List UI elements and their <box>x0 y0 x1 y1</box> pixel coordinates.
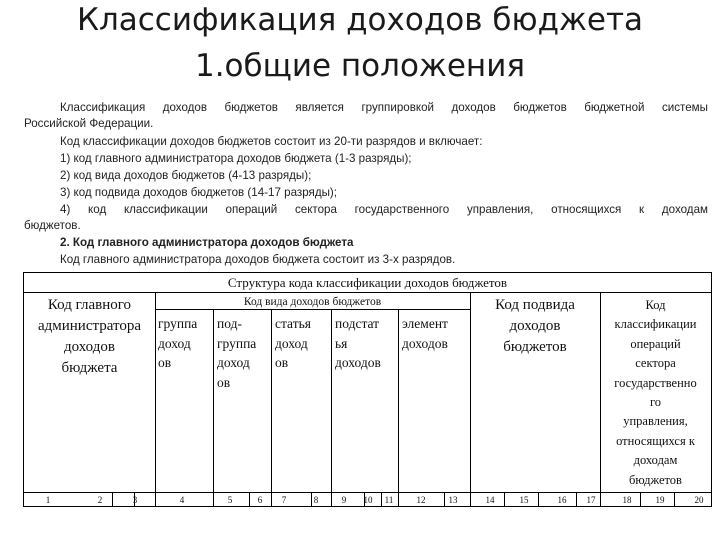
header-admin-code <box>24 295 155 379</box>
table-divider-subgroup <box>271 309 272 506</box>
header-podvid-line: бюджетов <box>503 339 567 355</box>
header-kosgu-line: го <box>649 395 662 410</box>
digit-number: 5 <box>227 495 233 505</box>
header-admin-line: Код главного <box>47 297 132 313</box>
digit-number: 10 <box>363 495 373 505</box>
digit-number: 14 <box>485 495 495 505</box>
header-element-line: элемент <box>402 316 448 331</box>
table-rule-digits <box>24 492 711 493</box>
header-kosgu-line: сектора <box>635 356 676 371</box>
digit-number: 3 <box>132 495 138 505</box>
header-subgroup-line: под- <box>217 316 242 331</box>
header-kosgu-line: управления, <box>623 414 688 429</box>
digit-divider <box>112 492 113 506</box>
digit-divider <box>538 492 539 506</box>
header-kosgu-code <box>600 296 711 490</box>
digit-number: 8 <box>313 495 319 505</box>
header-subarticle-line: подстат <box>335 316 380 331</box>
header-admin-line: доходов <box>64 339 115 355</box>
digit-number: 11 <box>384 495 394 505</box>
header-article <box>275 314 331 373</box>
digit-number: 17 <box>586 495 596 505</box>
header-group-line: группа <box>158 316 198 331</box>
digit-divider <box>504 492 505 506</box>
section-2-heading: 2. Код главного администратора доходов бюджета <box>60 236 354 249</box>
header-kosgu-line: государственно <box>614 375 697 390</box>
header-subarticle-line: ья <box>335 335 348 351</box>
paragraph-definition-line1: Классификация доходов бюджетов является группировкой доходов бюджетов бюджетной системы <box>60 101 708 114</box>
list-item-4-line2: бюджетов. <box>24 219 81 232</box>
header-group-line: ов <box>158 355 172 370</box>
header-subgroup-line: группа <box>217 335 257 351</box>
table-divider-admin <box>155 292 156 506</box>
table-divider-article <box>331 309 332 506</box>
header-article-line: ов <box>275 355 289 370</box>
header-element <box>402 314 470 353</box>
digit-divider <box>640 492 641 506</box>
header-podvid-code <box>470 295 600 358</box>
section-2-text: Код главного администратора доходов бюджета состоит из 3-х разрядов. <box>60 253 456 266</box>
table-divider-group <box>213 309 214 506</box>
header-podvid-line: Код подвида <box>495 297 575 313</box>
header-subarticle <box>335 314 398 373</box>
digit-number: 4 <box>179 495 185 505</box>
table-rule-caption <box>24 292 711 293</box>
header-kosgu-line: классификации <box>614 317 697 332</box>
slide-subtitle: 1.общие положения <box>194 48 525 84</box>
header-vid-code: Код вида доходов бюджетов <box>243 296 382 308</box>
header-subarticle-line: доходов <box>335 355 381 370</box>
header-kosgu-line: операций <box>630 336 681 351</box>
header-kosgu-line: Код <box>645 298 666 312</box>
header-kosgu-line: доходам <box>633 453 678 468</box>
list-item-1: 1) код главного администратора доходов бюджета (1-3 разряды); <box>60 152 412 165</box>
header-group-line: доход <box>158 335 191 351</box>
header-kosgu-line: бюджетов <box>629 472 682 487</box>
paragraph-structure: Код классификации доходов бюджетов состоит из 20-ти разрядов и включает: <box>60 135 483 148</box>
header-group <box>158 314 213 373</box>
code-structure-table <box>23 272 712 507</box>
digit-number: 7 <box>281 495 287 505</box>
digit-number: 13 <box>448 495 458 505</box>
header-podvid-line: доходов <box>509 318 561 334</box>
header-admin-line: бюджета <box>61 360 118 376</box>
list-item-3: 3) код подвида доходов бюджетов (14-17 разряды); <box>60 186 338 199</box>
digit-number: 1 <box>45 495 51 505</box>
digit-number: 12 <box>416 495 426 505</box>
digit-number: 16 <box>557 495 567 505</box>
digit-number: 20 <box>694 495 704 505</box>
digit-number: 19 <box>655 495 665 505</box>
list-item-2: 2) код вида доходов бюджетов (4-13 разряды); <box>60 169 312 182</box>
header-subgroup-line: доход <box>217 355 250 370</box>
header-article-line: статья <box>275 316 311 331</box>
header-article-line: доход <box>275 335 308 351</box>
digit-number: 15 <box>519 495 529 505</box>
list-item-4-line1: 4) код классификации операций сектора государственного управления, относящихся к доходам <box>60 203 708 216</box>
table-caption: Структура кода классификации доходов бюджетов <box>227 275 508 290</box>
header-subgroup-line: ов <box>217 374 231 390</box>
table-divider-subarticle <box>398 309 399 506</box>
table-rule-vid-header <box>155 309 470 310</box>
digit-divider <box>576 492 577 506</box>
digit-divider <box>674 492 675 506</box>
digit-number: 2 <box>97 495 103 505</box>
slide-title: Классификация доходов бюджета <box>76 2 644 38</box>
digit-number: 9 <box>341 495 347 505</box>
header-element-line: доходов <box>402 335 448 351</box>
digit-number: 6 <box>257 495 263 505</box>
header-kosgu-line: относящихся к <box>616 433 695 448</box>
header-subgroup <box>217 314 271 392</box>
paragraph-definition-line2: Российской Федерации. <box>24 117 154 130</box>
digit-number: 18 <box>622 495 632 505</box>
header-admin-line: администратора <box>37 318 142 334</box>
